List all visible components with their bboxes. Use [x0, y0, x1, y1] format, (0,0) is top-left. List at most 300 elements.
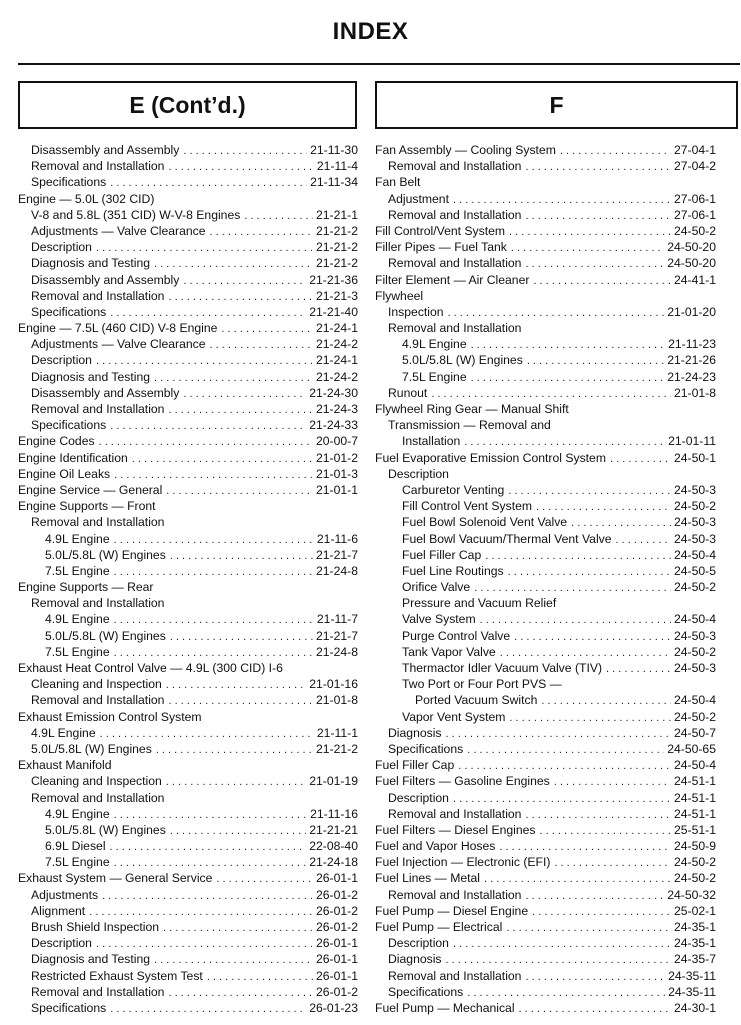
dot-leader — [525, 807, 671, 822]
index-entry — [375, 142, 716, 158]
entry-label: Removal and Installation — [388, 806, 522, 821]
entry-label: Runout — [388, 385, 428, 400]
entry-label: Fuel Lines — Metal — [375, 871, 480, 886]
entry-page-number: 24-51-1 — [673, 790, 716, 805]
entry-page-number: 21-24-2 — [315, 337, 358, 352]
entry-page-number: 21-21-3 — [315, 288, 358, 303]
entry-page-number: 24-50-3 — [673, 661, 716, 675]
dot-leader — [166, 677, 306, 692]
entry-page-number: 21-24-2 — [315, 369, 358, 384]
entry-page-number: 21-11-34 — [310, 175, 358, 190]
index-entry — [375, 725, 716, 741]
entry-page-number: 21-01-2 — [315, 450, 358, 465]
dot-leader — [453, 791, 671, 806]
entry-page-number: 26-01-23 — [309, 1000, 358, 1015]
entry-label: Alignment — [31, 903, 86, 918]
entry-label: Engine Supports — Rear — [18, 580, 154, 595]
entry-label: Two Port or Four Port PVS — — [402, 677, 562, 692]
index-column-right — [375, 142, 716, 1016]
dot-leader — [210, 337, 313, 352]
entry-label: Purge Control Valve — [402, 628, 511, 643]
index-entry — [375, 741, 716, 757]
dot-leader — [170, 629, 313, 644]
entry-page-number: 24-41-1 — [673, 272, 716, 287]
entry-label: Fan Assembly — Cooling System — [375, 143, 556, 157]
entry-page-number: 27-04-1 — [673, 143, 716, 157]
index-entry — [375, 417, 716, 433]
entry-page-number: 24-50-3 — [673, 482, 716, 497]
index-entry — [18, 288, 358, 304]
index-entry — [18, 870, 358, 886]
entry-page-number: 24-50-32 — [667, 887, 716, 902]
entry-label: V-8 and 5.8L (351 CID) W-V-8 Engines — [31, 207, 241, 222]
entry-page-number: 26-01-2 — [315, 984, 358, 999]
index-entry — [375, 951, 716, 967]
entry-label: Engine — 7.5L (460 CID) V-8 Engine — [18, 321, 218, 336]
entry-label: Disassembly and Assembly — [31, 385, 180, 400]
dot-leader — [485, 548, 671, 563]
entry-label: Vapor Vent System — [402, 709, 506, 724]
index-entry — [375, 660, 716, 676]
entry-page-number: 27-04-2 — [673, 159, 716, 174]
dot-leader — [221, 321, 313, 336]
dot-leader — [168, 985, 313, 1000]
dot-leader — [446, 952, 671, 967]
index-entry — [18, 822, 358, 838]
entry-label: Ported Vacuum Switch — [415, 693, 538, 708]
index-entry — [375, 1000, 716, 1016]
index-entry — [375, 369, 716, 385]
entry-page-number: 24-50-3 — [673, 515, 716, 530]
entry-page-number: 24-50-5 — [673, 563, 716, 578]
index-entry — [375, 757, 716, 773]
entry-page-number: 21-24-1 — [315, 353, 358, 368]
dot-leader — [571, 515, 671, 530]
entry-label: Adjustment — [388, 191, 449, 206]
entry-page-number: 26-01-1 — [315, 968, 358, 983]
dot-leader — [96, 240, 313, 255]
entry-page-number: 21-01-19 — [309, 774, 358, 789]
entry-label: Description — [388, 790, 449, 805]
entry-label: Carburetor Venting — [402, 482, 505, 497]
entry-label: Fill Control Vent System — [402, 499, 533, 514]
index-entry — [375, 838, 716, 854]
entry-label: Description — [31, 936, 92, 951]
index-entry — [375, 919, 716, 935]
entry-page-number: 24-35-11 — [668, 968, 716, 983]
entry-label: Filler Pipes — Fuel Tank — [375, 240, 507, 255]
index-entry — [375, 450, 716, 466]
dot-leader — [110, 1001, 306, 1016]
index-entry — [18, 984, 358, 1000]
dot-leader — [471, 337, 666, 352]
entry-label: Engine Oil Leaks — [18, 466, 111, 481]
entry-label: Removal and Installation — [31, 693, 165, 708]
index-entry — [18, 466, 358, 482]
entry-label: Specifications — [31, 418, 107, 433]
index-entry — [375, 433, 716, 449]
dot-leader — [471, 370, 665, 385]
entry-page-number: 21-01-16 — [309, 677, 358, 692]
entry-label: Fill Control/Vent System — [375, 223, 506, 238]
index-entry — [18, 158, 358, 174]
dot-leader — [132, 451, 313, 466]
entry-label: 5.0L/5.8L (W) Engines — [31, 741, 152, 756]
index-entry — [375, 514, 716, 530]
dot-leader — [168, 159, 313, 174]
dot-leader — [102, 888, 313, 903]
index-entry — [375, 288, 716, 304]
dot-leader — [467, 742, 664, 757]
entry-label: Exhaust Emission Control System — [18, 709, 202, 724]
dot-leader — [166, 774, 306, 789]
dot-leader — [446, 726, 671, 741]
entry-page-number: 24-50-2 — [673, 855, 716, 870]
index-entry — [375, 806, 716, 822]
entry-page-number: 21-24-1 — [315, 321, 358, 336]
entry-page-number: 21-21-2 — [315, 256, 358, 271]
index-entry — [18, 450, 358, 466]
entry-page-number: 21-24-23 — [667, 369, 716, 384]
dot-leader — [453, 936, 671, 951]
index-entry — [375, 790, 716, 806]
entry-label: Diagnosis and Testing — [31, 952, 151, 967]
dot-leader — [114, 807, 308, 822]
index-entry — [18, 320, 358, 336]
dot-leader — [168, 693, 313, 708]
dot-leader — [154, 256, 313, 271]
entry-page-number: 27-06-1 — [673, 191, 716, 206]
index-entry — [375, 239, 716, 255]
entry-label: Flywheel — [375, 288, 424, 303]
index-entry — [375, 870, 716, 886]
index-entry — [375, 822, 716, 838]
entry-page-number: 21-24-8 — [315, 563, 358, 578]
entry-page-number: 26-01-1 — [315, 936, 358, 951]
section-header-f: F — [375, 81, 738, 129]
entry-label: Diagnosis and Testing — [31, 256, 151, 271]
entry-page-number: 24-50-3 — [673, 628, 716, 643]
index-entry — [18, 255, 358, 271]
index-entry — [18, 142, 358, 158]
entry-page-number: 22-08-40 — [309, 839, 358, 854]
index-entry — [18, 498, 358, 514]
index-entry — [375, 984, 716, 1000]
index-entry — [375, 158, 716, 174]
entry-label: Disassembly and Assembly — [31, 272, 180, 287]
index-entry — [375, 174, 716, 190]
dot-leader — [509, 224, 671, 239]
entry-label: Installation — [402, 434, 461, 449]
entry-label: Description — [31, 353, 92, 368]
index-entry — [375, 191, 716, 207]
index-entry — [18, 887, 358, 903]
index-entry — [375, 401, 716, 417]
entry-page-number: 24-51-1 — [673, 806, 716, 821]
entry-page-number: 21-21-2 — [315, 741, 358, 756]
entry-page-number: 21-01-20 — [667, 304, 716, 319]
entry-label: Removal and Installation — [31, 515, 165, 530]
title-divider — [18, 63, 740, 65]
dot-leader — [99, 434, 313, 449]
entry-page-number: 24-35-1 — [673, 920, 716, 934]
entry-page-number: 24-50-4 — [673, 758, 716, 773]
index-entry — [18, 806, 358, 822]
index-entry — [18, 1000, 358, 1016]
dot-leader — [163, 920, 313, 935]
entry-page-number: 24-50-4 — [673, 693, 716, 708]
index-entry — [18, 547, 358, 563]
index-entry — [18, 223, 358, 239]
entry-page-number: 24-51-1 — [673, 774, 716, 789]
dot-leader — [506, 920, 671, 935]
entry-label: Fuel Bowl Vacuum/Thermal Vent Valve — [402, 531, 612, 546]
index-entry — [18, 935, 358, 951]
dot-leader — [527, 353, 664, 368]
dot-leader — [525, 256, 664, 271]
entry-label: Fuel Pump — Mechanical — [375, 1000, 515, 1015]
index-entry — [18, 741, 358, 757]
dot-leader — [168, 402, 313, 417]
entry-label: 7.5L Engine — [45, 855, 110, 870]
dot-leader — [114, 855, 307, 870]
entry-label: 5.0L/5.8L (W) Engines — [45, 822, 166, 837]
index-entry — [18, 660, 358, 676]
dot-leader — [560, 143, 671, 158]
entry-label: Transmission — Removal and — [388, 418, 551, 433]
index-column-left — [18, 142, 358, 1016]
dot-leader — [244, 208, 313, 223]
dot-leader — [508, 564, 671, 579]
entry-label: Description — [388, 466, 449, 481]
index-entry — [375, 579, 716, 595]
index-entry — [18, 417, 358, 433]
entry-label: Removal and Installation — [388, 321, 522, 336]
entry-page-number: 21-11-6 — [316, 531, 358, 546]
entry-page-number: 24-50-65 — [667, 741, 716, 756]
dot-leader — [533, 273, 671, 288]
dot-leader — [511, 240, 664, 255]
entry-label: Valve System — [402, 612, 476, 627]
index-entry — [18, 757, 358, 773]
index-entry — [18, 790, 358, 806]
entry-page-number: 24-50-1 — [673, 450, 716, 465]
dot-leader — [170, 823, 306, 838]
entry-label: Removal and Installation — [31, 790, 165, 805]
index-entry — [375, 272, 716, 288]
dot-leader — [216, 871, 313, 886]
entry-label: Restricted Exhaust System Test — [31, 968, 203, 983]
dot-leader — [554, 774, 671, 789]
entry-page-number: 21-24-3 — [315, 402, 358, 416]
entry-page-number: 25-02-1 — [673, 903, 716, 918]
entry-label: 5.0L/5.8L (W) Engines — [402, 353, 523, 368]
index-entry — [18, 628, 358, 644]
entry-label: 7.5L Engine — [402, 369, 467, 384]
index-entry — [375, 547, 716, 563]
index-entry — [18, 951, 358, 967]
entry-page-number: 21-11-23 — [668, 337, 716, 352]
entry-page-number: 24-50-20 — [667, 240, 716, 255]
entry-page-number: 21-21-40 — [309, 304, 358, 319]
dot-leader — [154, 952, 313, 967]
entry-page-number: 26-01-2 — [315, 920, 358, 934]
entry-label: Specifications — [31, 175, 107, 190]
index-entry — [375, 482, 716, 498]
entry-label: Adjustments — Valve Clearance — [31, 337, 206, 352]
entry-page-number: 21-24-33 — [309, 418, 358, 433]
entry-label: Diagnosis — [388, 952, 442, 967]
entry-label: Fuel Filters — Gasoline Engines — [375, 774, 550, 789]
index-entry — [18, 531, 358, 547]
index-entry — [18, 595, 358, 611]
entry-label: Engine Identification — [18, 450, 128, 465]
entry-label: Removal and Installation — [388, 968, 522, 983]
entry-page-number: 21-24-30 — [309, 385, 358, 400]
index-entry — [375, 595, 716, 611]
index-entry — [18, 692, 358, 708]
dot-leader — [154, 370, 313, 385]
dot-leader — [525, 208, 671, 223]
index-entry — [375, 773, 716, 789]
index-entry — [18, 352, 358, 368]
entry-page-number: 21-21-7 — [315, 547, 358, 562]
dot-leader — [96, 936, 313, 951]
entry-label: Removal and Installation — [388, 207, 522, 222]
entry-label: Adjustments — [31, 887, 99, 902]
dot-leader — [114, 467, 313, 482]
entry-page-number: 21-21-7 — [315, 628, 358, 643]
index-entry — [18, 433, 358, 449]
entry-label: Removal and Installation — [388, 256, 522, 271]
index-entry — [18, 854, 358, 870]
index-entry — [18, 239, 358, 255]
index-entry — [18, 725, 358, 741]
dot-leader — [114, 532, 314, 547]
entry-label: Removal and Installation — [31, 159, 165, 174]
index-entry — [18, 676, 358, 692]
index-entry — [18, 968, 358, 984]
index-entry — [375, 498, 716, 514]
entry-label: 7.5L Engine — [45, 563, 110, 578]
dot-leader — [616, 532, 671, 547]
entry-label: Tank Vapor Valve — [402, 644, 496, 659]
entry-page-number: 24-50-7 — [673, 725, 716, 740]
entry-page-number: 21-01-8 — [673, 385, 716, 400]
entry-label: Diagnosis and Testing — [31, 369, 151, 384]
entry-label: Fuel Filler Cap — [402, 547, 482, 562]
index-entry — [375, 385, 716, 401]
entry-label: 4.9L Engine — [31, 725, 96, 740]
index-entry — [375, 644, 716, 660]
index-entry — [18, 644, 358, 660]
dot-leader — [519, 1001, 671, 1016]
entry-page-number: 21-01-1 — [315, 482, 358, 497]
index-entry — [375, 676, 716, 692]
entry-page-number: 24-50-2 — [673, 580, 716, 595]
section-header-e: E (Cont’d.) — [18, 81, 357, 129]
dot-leader — [514, 629, 671, 644]
entry-label: Fuel Pump — Diesel Engine — [375, 903, 529, 918]
entry-page-number: 24-50-2 — [673, 644, 716, 659]
entry-page-number: 24-50-2 — [673, 499, 716, 514]
entry-label: 4.9L Engine — [45, 806, 110, 821]
entry-label: 5.0L/5.8L (W) Engines — [45, 628, 166, 643]
entry-label: 5.0L/5.8L (W) Engines — [45, 547, 166, 562]
entry-label: Specifications — [31, 1000, 107, 1015]
entry-label: Fuel Filler Cap — [375, 758, 455, 773]
entry-label: Fuel Line Routings — [402, 563, 504, 578]
index-entry — [375, 336, 716, 352]
entry-label: Engine Service — General — [18, 482, 163, 497]
dot-leader — [89, 904, 313, 919]
entry-page-number: 20-00-7 — [315, 434, 358, 449]
index-entry — [375, 207, 716, 223]
entry-page-number: 21-21-26 — [667, 353, 716, 368]
entry-label: Removal and Installation — [31, 402, 165, 416]
index-entry — [375, 320, 716, 336]
dot-leader — [100, 726, 314, 741]
dot-leader — [168, 289, 313, 304]
index-entry — [18, 919, 358, 935]
entry-label: Diagnosis — [388, 725, 442, 740]
index-entry — [375, 531, 716, 547]
entry-label: 4.9L Engine — [45, 531, 110, 546]
entry-label: Fuel Injection — Electronic (EFI) — [375, 855, 551, 870]
entry-label: Fuel Pump — Electrical — [375, 920, 503, 934]
index-entry — [375, 352, 716, 368]
page-title: INDEX — [332, 18, 409, 45]
dot-leader — [480, 612, 671, 627]
index-entry — [375, 611, 716, 627]
entry-page-number: 24-50-9 — [673, 839, 716, 854]
dot-leader — [525, 159, 671, 174]
index-entry — [375, 223, 716, 239]
entry-page-number: 24-50-4 — [673, 547, 716, 562]
entry-label: Filter Element — Air Cleaner — [375, 272, 530, 287]
dot-leader — [509, 710, 671, 725]
entry-label: Orifice Valve — [402, 580, 471, 595]
entry-page-number: 21-01-3 — [315, 466, 358, 481]
dot-leader — [110, 839, 307, 854]
entry-page-number: 26-01-1 — [315, 952, 358, 967]
entry-page-number: 24-50-20 — [667, 256, 716, 271]
index-entry — [18, 207, 358, 223]
index-entry — [375, 628, 716, 644]
index-entry — [18, 838, 358, 854]
entry-page-number: 24-50-4 — [673, 612, 716, 627]
index-entry — [18, 191, 358, 207]
entry-page-number: 26-01-2 — [315, 887, 358, 902]
index-entry — [18, 385, 358, 401]
entry-label: Brush Shield Inspection — [31, 920, 160, 934]
entry-label: Thermactor Idler Vacuum Valve (TIV) — [402, 661, 603, 675]
entry-label: 4.9L Engine — [402, 337, 467, 352]
entry-page-number: 24-50-3 — [673, 531, 716, 546]
index-entry — [375, 887, 716, 903]
index-entry — [18, 272, 358, 288]
dot-leader — [467, 985, 665, 1000]
entry-label: 4.9L Engine — [45, 612, 110, 627]
entry-label: Fuel and Vapor Hoses — [375, 839, 496, 854]
dot-leader — [210, 224, 313, 239]
entry-label: Fuel Evaporative Emission Control System — [375, 450, 606, 465]
index-entry — [18, 482, 358, 498]
dot-leader — [114, 645, 313, 660]
entry-label: Inspection — [388, 304, 444, 319]
entry-page-number: 21-11-1 — [316, 725, 358, 740]
entry-page-number: 21-11-16 — [310, 806, 358, 821]
